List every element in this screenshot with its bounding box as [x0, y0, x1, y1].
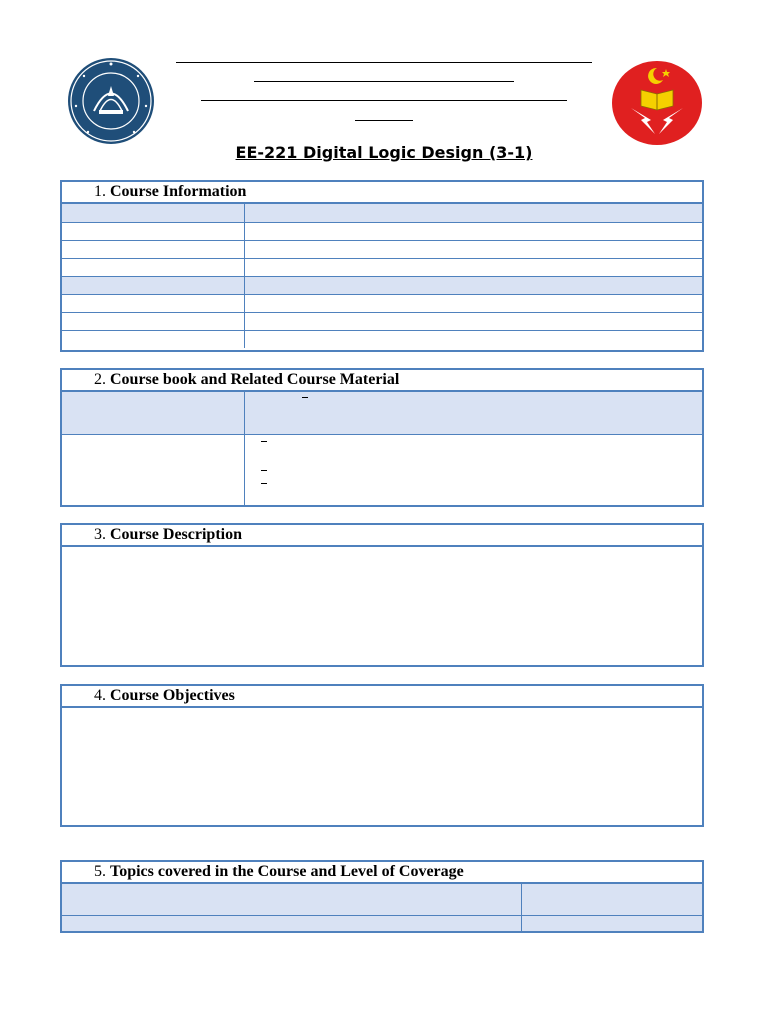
section-title: Course Description	[110, 526, 242, 543]
section-course-book	[60, 368, 704, 507]
university-seal-logo	[64, 56, 158, 146]
course-title: EE-221 Digital Logic Design (3-1)	[235, 143, 533, 162]
section-header	[62, 686, 702, 708]
section-number: 1.	[94, 183, 106, 200]
section-course-objectives	[60, 684, 704, 827]
table-row	[62, 276, 702, 294]
table-row	[62, 222, 702, 240]
section-header	[62, 182, 702, 204]
section-course-information	[60, 180, 704, 352]
section-body	[62, 547, 702, 687]
section-number: 4.	[94, 687, 106, 704]
section-number: 2.	[94, 371, 106, 388]
section-topics-covered	[60, 860, 704, 933]
signals-emblem-logo	[611, 60, 703, 146]
section-header	[62, 862, 702, 884]
section-header	[62, 370, 702, 392]
table-row	[62, 258, 702, 276]
dash-mark	[261, 483, 267, 484]
header-line-1	[176, 62, 592, 63]
section-body	[62, 708, 702, 847]
section-header	[62, 525, 702, 547]
section-course-description	[60, 523, 704, 667]
section-title: Course Objectives	[110, 687, 235, 704]
table-row	[62, 434, 702, 505]
section-title: Topics covered in the Course and Level of Coverage	[110, 863, 464, 880]
dash-mark	[261, 470, 267, 471]
section-number: 3.	[94, 526, 106, 543]
table-row	[62, 330, 702, 348]
dash-mark	[261, 441, 267, 442]
course-info-table	[62, 204, 702, 348]
course-book-table	[62, 392, 702, 505]
table-row	[62, 204, 702, 222]
table-row	[62, 884, 702, 915]
table-row	[62, 915, 702, 931]
dash-mark	[302, 397, 308, 398]
topics-table	[62, 884, 702, 931]
table-row	[62, 294, 702, 312]
header-line-4	[355, 120, 413, 121]
header-line-2	[254, 81, 514, 82]
section-title: Course Information	[110, 183, 247, 200]
section-title: Course book and Related Course Material	[110, 371, 400, 388]
table-row	[62, 240, 702, 258]
table-row	[62, 312, 702, 330]
header-line-3	[201, 100, 567, 101]
table-row	[62, 392, 702, 434]
section-number: 5.	[94, 863, 106, 880]
